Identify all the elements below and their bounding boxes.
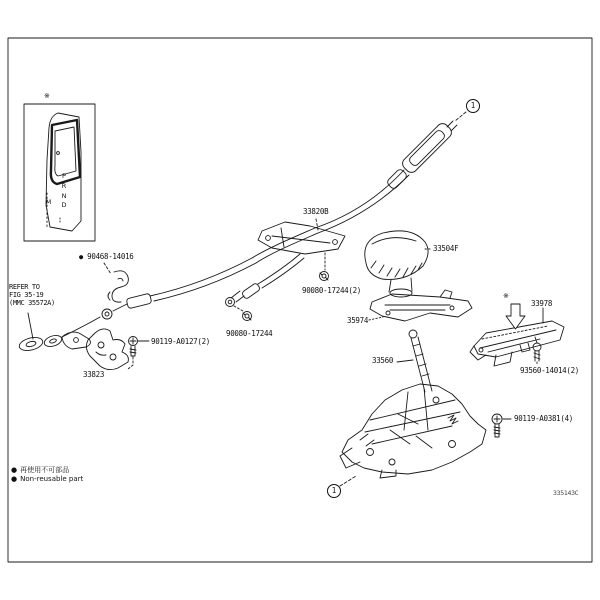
indicator-bracket-drawing <box>369 290 472 321</box>
part-label-cable-clamp: ● 90468-14016 <box>79 252 134 261</box>
refer-note <box>9 283 55 308</box>
part-label-indicator-bracket: 35974 <box>347 316 369 325</box>
circled-ref-top: 1 <box>466 99 480 113</box>
legend-bullet-icon: ● <box>11 474 18 483</box>
cable-nut-icon <box>243 312 252 321</box>
control-cable-drawing <box>62 112 466 337</box>
part-label-shift-knob: 33504F <box>433 244 459 253</box>
arrow-asterisk-mark: ※ <box>503 292 509 300</box>
page-border <box>8 38 592 562</box>
cable-clamp-drawing <box>104 263 128 302</box>
gate-letter-r: R <box>61 181 67 190</box>
part-label-cover-screw: 93560-14014(2) <box>520 366 580 375</box>
gate-letter-m: M <box>46 199 52 206</box>
legend-row-en <box>11 475 86 484</box>
refer-note-line3: (MMC 35572A) <box>9 299 55 308</box>
housing-assembly-drawing <box>340 384 486 486</box>
gate-letter-d: D <box>61 201 67 210</box>
legend <box>11 466 86 484</box>
legend-row-jp <box>11 466 86 475</box>
housing-bolt-icon <box>492 414 511 437</box>
part-label-cable-assy: 33820B <box>303 207 329 216</box>
part-label-slide-cover: 33978 <box>531 299 553 308</box>
part-label-housing-bolt: 90119-A0381(4) <box>514 414 574 423</box>
part-label-control-bracket: 33823 <box>83 370 105 379</box>
control-bracket-drawing <box>86 329 128 370</box>
bracket-bolt-icon <box>128 337 149 370</box>
legend-jp-text: 再使用不可部品 <box>20 466 70 474</box>
inset-asterisk-mark: ※ <box>44 92 50 100</box>
shift-gate-letters <box>59 172 69 211</box>
shift-knob-drawing <box>365 231 431 297</box>
non-reusable-bullet: ● <box>79 253 83 261</box>
shift-lever-drawing <box>397 330 432 392</box>
refer-note-line1: REFER TO <box>9 283 40 291</box>
plate-nut-icon <box>320 253 329 281</box>
legend-en-text: Non-reusable part <box>20 474 84 483</box>
down-arrow-icon <box>506 304 525 329</box>
refer-note-line2: FIG 35-19 <box>9 291 44 300</box>
gate-letter-p: P <box>62 172 66 180</box>
figure-code: 335143C <box>553 489 579 497</box>
part-label-cable-nut: 90080-17244 <box>226 329 273 338</box>
part-label-bracket-bolt: 90119-A0127(2) <box>151 337 211 346</box>
gate-letter-n: N <box>61 191 67 200</box>
legend-bullet-icon: ● <box>11 466 18 474</box>
circled-ref-bottom: 1 <box>327 484 341 498</box>
part-label-plate-nut: 90080-17244(2) <box>302 286 362 295</box>
cable-end-washers-drawing <box>18 313 91 353</box>
part-label-shift-lever: 33560 <box>372 356 394 365</box>
